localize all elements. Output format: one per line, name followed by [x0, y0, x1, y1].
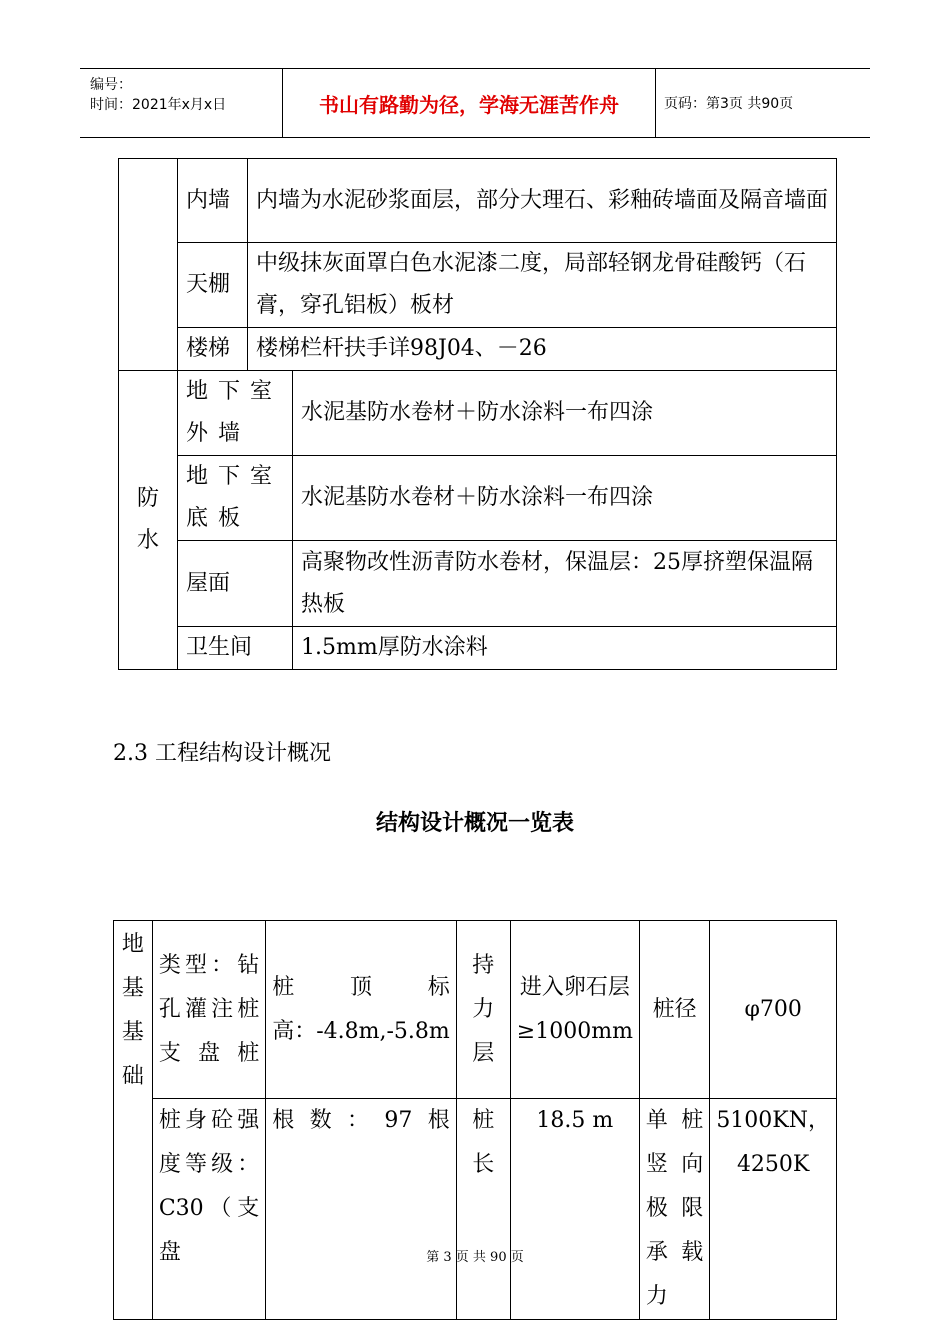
table-row: [119, 159, 837, 243]
desc-cell: 水泥基防水卷材＋防水涂料一布四涂: [293, 371, 837, 456]
pile-diameter-label: 桩径: [639, 921, 709, 1099]
bearing-layer-value: 进入卵石层≥1000mm: [510, 921, 639, 1099]
table-row: [119, 627, 837, 670]
bearing-capacity-value: 5100KN，4250K: [710, 1099, 837, 1320]
concrete-strength-cell: 桩身砼强度等级：C30（支盘: [152, 1099, 265, 1320]
group-cell-empty: [119, 159, 178, 371]
pile-length-label: 桩长: [456, 1099, 510, 1320]
table-row: [114, 921, 837, 1099]
desc-cell: 内墙为水泥砂浆面层，部分大理石、彩釉砖墙面及隔音墙面: [248, 159, 837, 243]
desc-cell: 楼梯栏杆扶手详98J04、－26: [248, 328, 837, 371]
item-cell: 内墙: [178, 159, 248, 243]
table-row: [119, 456, 837, 541]
header-divider: [655, 69, 656, 137]
pile-count-cell: 根数：97根: [266, 1099, 457, 1320]
finish-table: [118, 158, 837, 670]
bearing-capacity-label: 单桩竖向极限承载力: [639, 1099, 709, 1320]
group-cell-waterproof: 防水: [119, 371, 178, 670]
desc-cell: 高聚物改性沥青防水卷材，保温层：25厚挤塑保温隔热板: [293, 541, 837, 627]
group-cell-foundation: 地基基础: [114, 921, 153, 1320]
item-cell: 天棚: [178, 243, 248, 328]
pile-top-elevation-cell: 桩顶标高：-4.8m,-5.8m: [266, 921, 457, 1099]
pile-type-cell: 类型：钻孔灌注桩支盘桩: [152, 921, 265, 1099]
pile-length-value: 18.5 m: [510, 1099, 639, 1320]
desc-cell: 中级抹灰面罩白色水泥漆二度，局部轻钢龙骨硅酸钙（石膏，穿孔铝板）板材: [248, 243, 837, 328]
item-cell: 屋面: [178, 541, 293, 627]
table-row: [119, 328, 837, 371]
item-cell: 地下室外墙: [178, 371, 293, 456]
pile-diameter-value: φ700: [710, 921, 837, 1099]
item-cell: 卫生间: [178, 627, 293, 670]
table-title: 结构设计概况一览表: [375, 811, 574, 836]
header-meta: [90, 75, 285, 115]
desc-cell: 水泥基防水卷材＋防水涂料一布四涂: [293, 456, 837, 541]
table-row: [119, 371, 837, 456]
table-row: [119, 541, 837, 627]
bearing-layer-label: 持力层: [456, 921, 510, 1099]
page-footer: 第 3 页 共 90 页: [426, 1250, 524, 1265]
section-heading: 2.3 工程结构设计概况: [113, 741, 331, 766]
document-number-label: 编号：: [90, 77, 132, 93]
item-cell: 楼梯: [178, 328, 248, 371]
header-motto: 书山有路勤为径，学海无涯苦作舟: [319, 92, 619, 117]
table-row: [119, 243, 837, 328]
item-cell: 地下室底板: [178, 456, 293, 541]
desc-cell: 1.5mm厚防水涂料: [293, 627, 837, 670]
page-header: [80, 68, 870, 138]
table-row: [114, 1099, 837, 1320]
document-time: 时间：2021年x月x日: [90, 97, 227, 113]
header-page-info: 页码：第3页 共90页: [664, 96, 794, 112]
